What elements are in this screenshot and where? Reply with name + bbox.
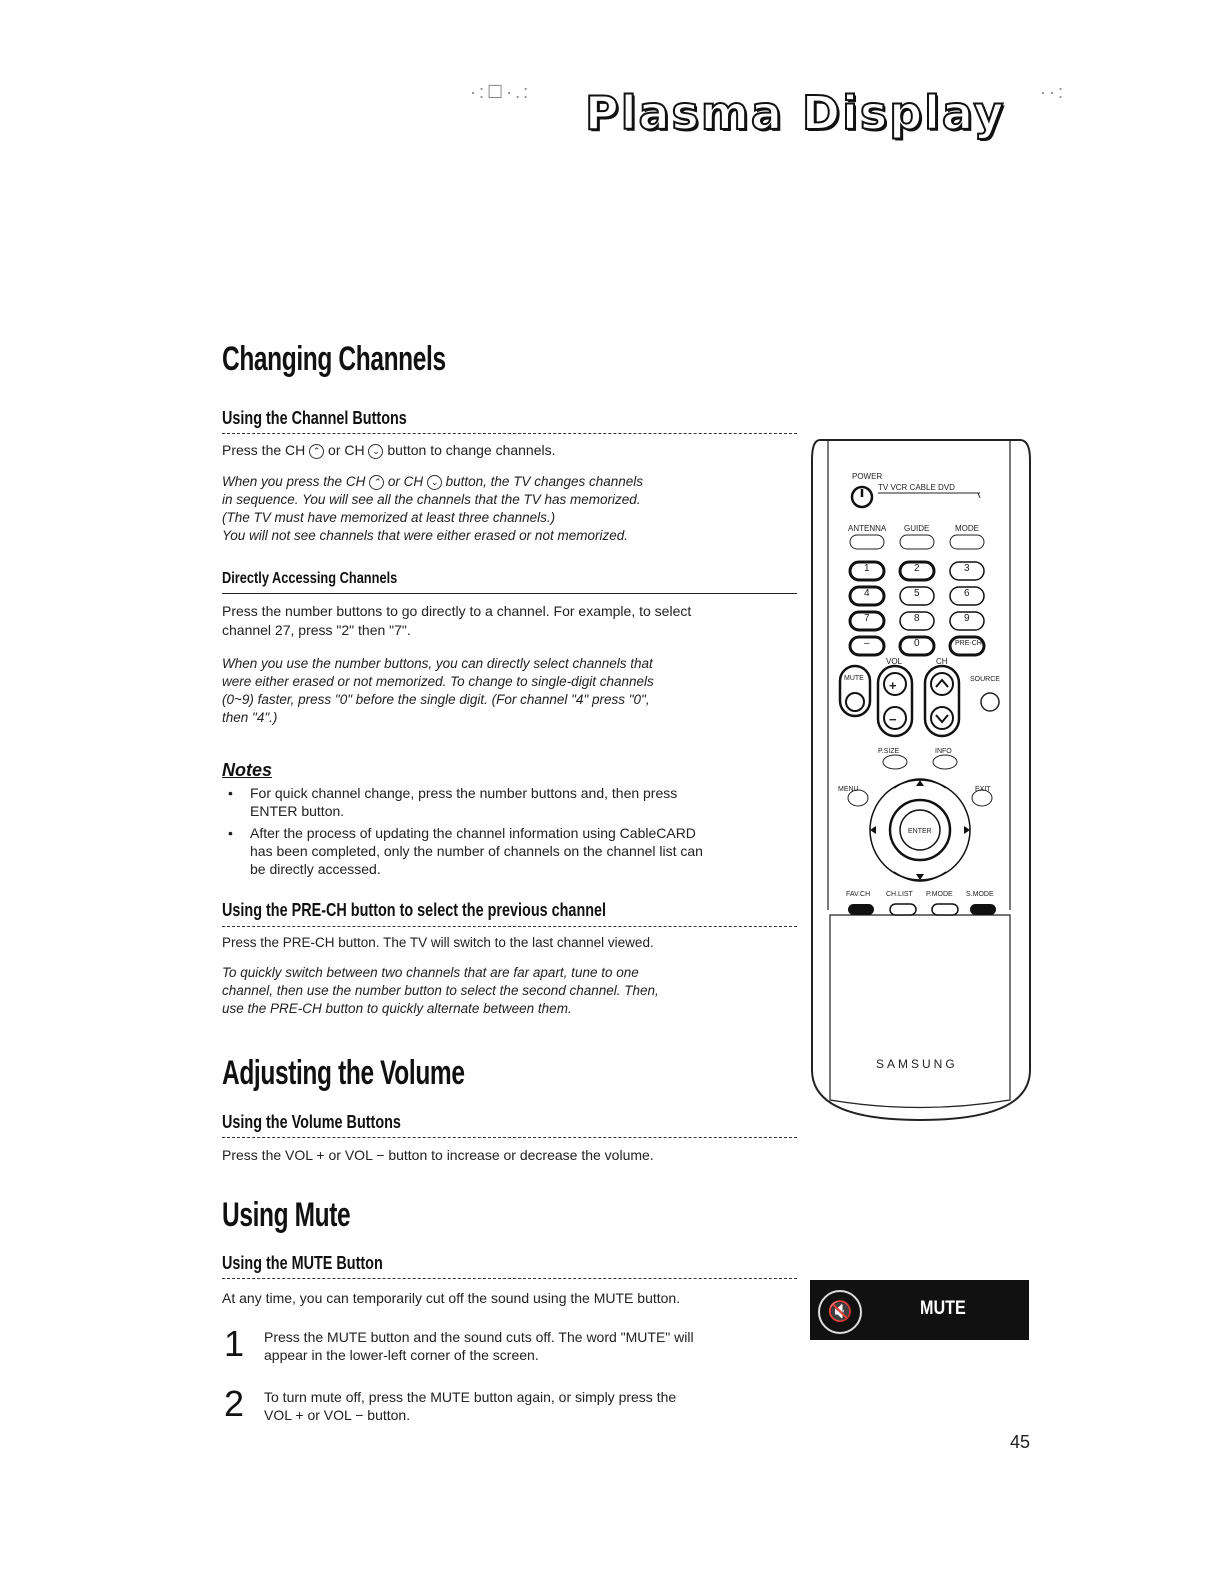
ch-down-icon: ⌄ [427,475,442,490]
heading-volume-buttons: Using the Volume Buttons [222,1112,401,1132]
remote-vol-plus-label: + [889,678,897,693]
remote-digit: 8 [914,613,920,624]
channel-buttons-note: When you press the CH ⌃ or CH ⌄ button, the TV changes channels in sequence. You will see all the channels that the TV has memorized. (The TV must have memorized at least three channels.) You will not see channels that were either erased or not memorized. [222,474,644,543]
remote-enter-label: ENTER [908,828,932,835]
ch-list-button [890,904,916,915]
remote-pre-ch-label: PRE-CH [955,640,982,647]
vol-plus-icon: + [295,1407,304,1423]
note-item: • For quick channel change, press the number buttons and, then press ENTER button. [228,785,678,819]
step-number: 1 [224,1323,245,1364]
ch-up-icon: ⌃ [309,444,324,459]
remote-pmode-label: P.MODE [926,891,953,898]
remote-digit: 9 [964,613,970,624]
volume-body: Press the VOL + or VOL − button to increase or decrease the volume. [222,1147,654,1163]
header-left-glyphs: ·:☐·.: [470,82,532,102]
remote-brand: SAMSUNG [876,1057,958,1071]
remote-guide-label: GUIDE [904,524,930,533]
antenna-button [850,535,884,549]
rule-channel-buttons [222,433,797,434]
section-title-adjusting-volume: Adjusting the Volume [222,1054,465,1092]
section-title-changing-channels: Changing Channels [222,340,446,378]
remote-digit: 5 [914,588,920,599]
remote-mode-labels: TV VCR CABLE DVD [878,483,955,492]
remote-digit: 3 [964,563,970,574]
mute-osd-label: MUTE [920,1298,966,1319]
rule-direct-access [222,593,797,594]
fav-ch-button [848,904,874,915]
remote-digit: 0 [914,638,920,649]
rule-volume [222,1137,797,1138]
note-item: • After the process of updating the channel information using CableCARD has been completed, only the number of channels on the channel list can be directly accessed. [228,825,703,877]
remote-digit: 4 [864,588,870,599]
remote-digit: 6 [964,588,970,599]
direct-access-body: Press the number buttons to go directly to a channel. For example, to select channel 27, press "2" then "7". [222,603,692,638]
remote-digit: 1 [864,563,870,574]
brand-title: Plasma Display [585,86,1006,140]
remote-mute-label: MUTE [844,675,864,682]
step-text: Press the MUTE button and the sound cuts off. The word "MUTE" will appear in the lower-left corner of the screen. [264,1329,694,1363]
vol-plus-icon: + [316,1147,325,1163]
channel-buttons-body: Press the CH ⌃ or CH ⌄ button to change channels. [222,442,556,458]
ch-up-icon: ⌃ [369,475,384,490]
remote-exit-label: EXIT [975,786,991,793]
heading-pre-ch: Using the PRE-CH button to select the previous channel [222,900,607,920]
guide-button [900,535,934,549]
remote-antenna-label: ANTENNA [848,524,887,533]
remote-favch-label: FAV.CH [846,891,871,898]
mute-osd-box [810,1280,1029,1340]
remote-menu-label: MENU [838,786,859,793]
remote-psize-label: P.SIZE [878,748,900,755]
remote-digit: – [864,638,870,649]
remote-control-illustration [810,430,1032,1130]
remote-mode-label: MODE [955,524,979,533]
heading-direct-access: Directly Accessing Channels [222,570,398,587]
remote-ch-label: CH [936,657,948,666]
page-number: 45 [1010,1432,1031,1452]
remote-vol-label: VOL [886,657,903,666]
remote-chlist-label: CH.LIST [886,891,913,898]
pre-ch-body: Press the PRE-CH button. The TV will switch to the last channel viewed. [222,935,654,950]
remote-vol-minus-label: − [889,712,897,727]
step-number: 2 [224,1383,245,1424]
remote-digit: 7 [864,613,870,624]
heading-mute-button: Using the MUTE Button [222,1253,383,1273]
heading-channel-buttons: Using the Channel Buttons [222,408,407,428]
ch-down-icon: ⌄ [368,444,383,459]
direct-access-note: When you use the number buttons, you can directly select channels that were either erased or not memorized. To change to single-digit channels (0~9) faster, press "0" before the single digit. (For channel "4" press "0", then "4".) [222,656,654,725]
pre-ch-note: To quickly switch between two channels that are far apart, tune to one channel, then use the number button to select the second channel. Then, use the PRE-CH button to quickly alternate between them. [222,965,659,1016]
rule-pre-ch [222,926,797,927]
header-right-glyphs: ··: [1040,82,1066,102]
remote-power-label: POWER [852,472,883,481]
speaker-mute-icon: 🔇 [818,1290,862,1334]
mute-body: At any time, you can temporarily cut off the sound using the MUTE button. [222,1290,681,1306]
step-text: To turn mute off, press the MUTE button again, or simply press the VOL + or VOL − button. [264,1389,677,1423]
vol-minus-icon: − [376,1147,385,1163]
vol-minus-icon: − [355,1407,364,1423]
notes-title: Notes [222,760,273,780]
remote-smode-label: S.MODE [966,891,994,898]
remote-info-label: INFO [935,748,952,755]
rule-mute [222,1278,797,1279]
section-title-using-mute: Using Mute [222,1196,351,1234]
p-mode-button [932,904,958,915]
s-mode-button [970,904,996,915]
source-button [981,693,999,711]
remote-digit: 2 [914,563,920,574]
mode-button [950,535,984,549]
remote-source-label: SOURCE [970,676,1000,683]
